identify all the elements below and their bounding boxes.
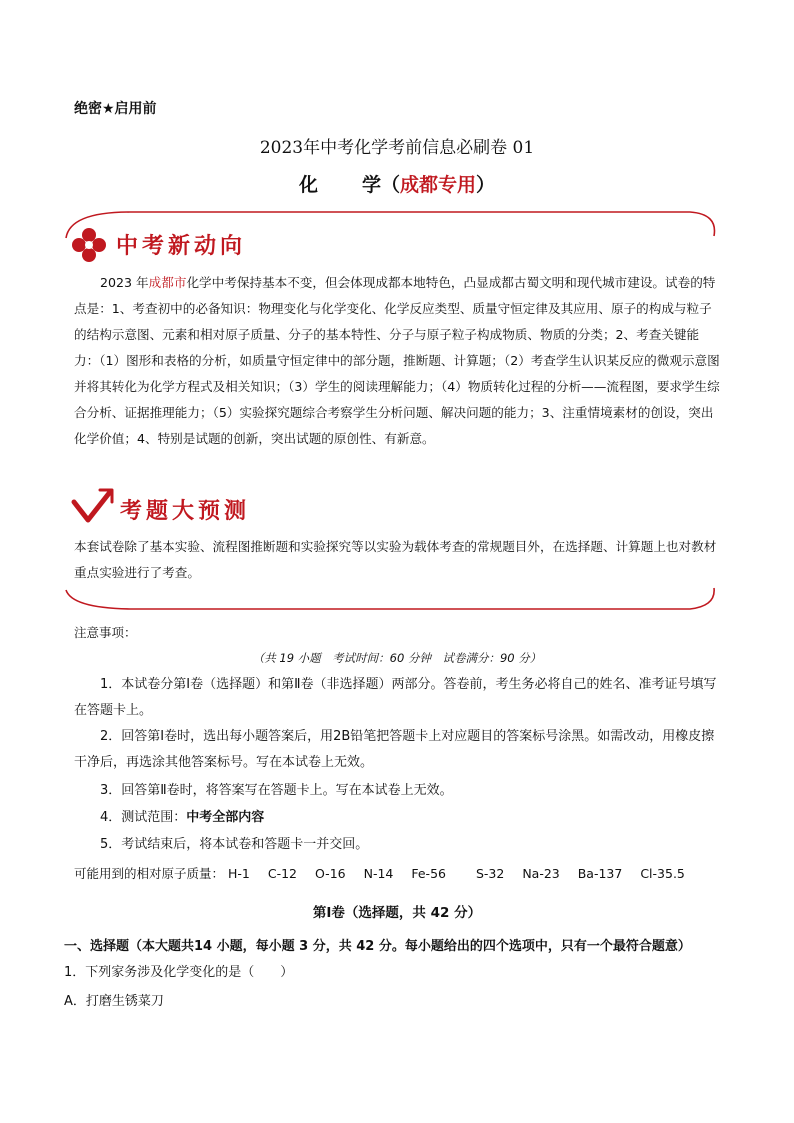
atomic-masses-label: 可能用到的相对原子质量： [74, 866, 225, 881]
mass-s: S-32 [475, 866, 505, 881]
notice-item-4 [74, 805, 724, 831]
notice-item-2: 2．回答第Ⅰ卷时，选出每小题答案后，用2B铅笔把答题卡上对应题目的答案标号涂黑。如需改动，用橡皮擦干净后，再选涂其他答案标号。写在本试卷上无效。 [74, 729, 715, 770]
section-heading-choice: 一、选择题（本大题共14 小题，每小题 3 分，共 42 分。每小题给出的四个选项中，只有一个最符合题意） [64, 939, 691, 954]
mass-c: C-12 [267, 866, 298, 881]
mass-n: N-14 [363, 866, 394, 881]
confidential-label: 绝密★启用前 [74, 101, 157, 117]
question-1: 1．下列家务涉及化学变化的是（ ） [64, 965, 294, 980]
exam-meta: （共 19 小题 考试时间：60 分钟 试卷满分：90 分） [252, 651, 542, 665]
predictions-paragraph: 本套试卷除了基本实验、流程图推断题和实验探究等以实验为载体考查的常规题目外，在选择题、计算题上也对教材重点实验进行了考查。 [74, 539, 717, 580]
atomic-masses [74, 864, 699, 882]
section-title-trends: 中考新动向 [116, 234, 247, 259]
subject-suffix: ） [476, 174, 496, 196]
bottom-arc [66, 588, 714, 609]
flower-icon [72, 228, 106, 262]
mass-ba: Ba-137 [577, 866, 623, 881]
notice-label: 注意事项： [74, 625, 137, 640]
subject-mid: 学（ [361, 174, 400, 196]
mass-h: H-1 [228, 866, 250, 881]
subject-line [0, 170, 794, 197]
subject-prefix: 化 [298, 174, 318, 196]
notice-scope: 中考全部内容 [186, 810, 265, 825]
notice-item-1: 1．本试卷分第Ⅰ卷（选择题）和第Ⅱ卷（非选择题）两部分。答卷前，考生务必将自己的姓名、准考证号填写在答题卡上。 [74, 677, 717, 718]
trends-body: 化学中考保持基本不变，但会体现成都本地特色，凸显成都古蜀文明和现代城市建设。试卷的特点是：1、考查初中的必备知识：物理变化与化学变化、化学反应类型、质量守恒定律及其应用、原子的构成与粒子的结构示意图、元素和相对原子质量、分子的基本特性、分子与原子粒子构成物质、物质的分类；2、考查关键能力：（1）图形和表格的分析，如质量守恒定律中的部分题，推断题、计算题；（2）考查学生认识某反应的微观示意图并将其转化为化学方程式及相关知识；（3）学生的阅读理解能力；（4）物质转化过程的分析——流程图，要求学生综合分析、证据推理能力；（5）实验探究题综合考察学生分析问题、解决问题的能力；3、注重情境素材的创设，突出化学价值；4、特别是试题的创新，突出试题的原创性、有新意。 [74, 275, 720, 446]
exam-title: 2023年中考化学考前信息必刷卷 01 [259, 138, 535, 158]
mass-na: Na-23 [522, 866, 560, 881]
mass-o: O-16 [315, 866, 346, 881]
mass-cl: Cl-35.5 [640, 866, 685, 881]
trends-paragraph [74, 270, 724, 452]
mass-fe: Fe-56 [411, 866, 446, 881]
trends-city: 成都市 [148, 275, 187, 290]
notice-item-4-label: 4．测试范围： [100, 810, 187, 825]
check-arrow-icon [74, 490, 112, 520]
notice-item-3: 3．回答第Ⅱ卷时，将答案写在答题卡上。写在本试卷上无效。 [100, 783, 453, 798]
subject-region: 成都专用 [400, 174, 477, 196]
question-1-option-a: A．打磨生锈菜刀 [64, 994, 164, 1009]
trends-year: 2023 年 [100, 275, 149, 290]
part1-title: 第Ⅰ卷（选择题，共 42 分） [312, 905, 482, 921]
section-title-predictions: 考题大预测 [120, 499, 251, 524]
notice-item-5: 5．考试结束后，将本试卷和答题卡一并交回。 [100, 837, 369, 852]
